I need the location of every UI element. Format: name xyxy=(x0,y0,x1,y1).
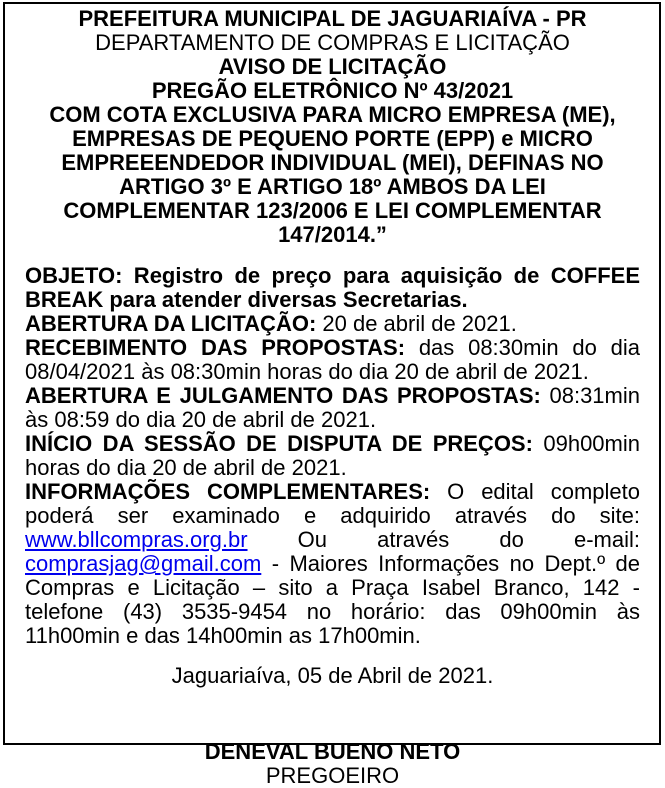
julgamento-text: 08:31min às 08:59 do dia 20 de abril de 2021. xyxy=(25,383,640,432)
informacoes-text-2: Ou através do e-mail: xyxy=(247,527,640,552)
document-header xyxy=(25,7,640,247)
exclusivity-clause: COM COTA EXCLUSIVA PARA MICRO EMPRESA (ME), EMPRESAS DE PEQUENO PORTE (EPP) e MICRO EMPREEENDEDOR INDIVIDUAL (MEI), DEFINAS NO ARTIGO 3º E ARTIGO 18º AMBOS DA LEI COMPLEMENTAR 123/2006 E LEI COMPLEMENTAR 147/2014.” xyxy=(49,102,616,247)
informacoes-label: INFORMAÇÕES COMPLEMENTARES: xyxy=(25,479,431,504)
email-link[interactable]: comprasjag@gmail.com xyxy=(25,551,262,576)
recebimento-paragraph xyxy=(25,336,640,384)
signature-role: PREGOEIRO xyxy=(265,763,400,788)
org-title: PREFEITURA MUNICIPAL DE JAGUARIAÍVA - PR xyxy=(78,6,587,31)
signature-name: DENEVAL BUENO NETO xyxy=(204,739,461,764)
recebimento-text: das 08:30min do dia 08/04/2021 às 08:30min horas do dia 20 de abril de 2021. xyxy=(25,335,640,384)
abertura-paragraph xyxy=(25,312,640,336)
informacoes-text-3: - Maiores Informações no Dept.º de Compras e Licitação – sito a Praça Isabel Branco, 142 - telefone (43) 3535-9454 no horário: das 09h00min às 11h00min e das 14h00min as 17h00min. xyxy=(25,551,640,648)
informacoes-text-1: O edital completo poderá ser examinado e adquirido através do site: xyxy=(25,479,640,528)
document-body xyxy=(25,264,640,648)
spacer xyxy=(25,247,640,264)
objeto-paragraph xyxy=(25,264,640,312)
objeto-label: OBJETO: xyxy=(25,263,123,288)
abertura-label: ABERTURA DA LICITAÇÃO: xyxy=(25,311,317,336)
document-page xyxy=(3,2,661,788)
site-link[interactable]: www.bllcompras.org.br xyxy=(25,527,248,552)
inicio-disputa-label: INÍCIO DA SESSÃO DE DISPUTA DE PREÇOS: xyxy=(25,431,533,456)
notice-title: AVISO DE LICITAÇÃO xyxy=(218,54,447,79)
abertura-text: 20 de abril de 2021. xyxy=(316,311,517,336)
document-content xyxy=(5,4,659,788)
inicio-disputa-text: 09h00min horas do dia 20 de abril de 2021. xyxy=(25,431,640,480)
date-line: Jaguariaíva, 05 de Abril de 2021. xyxy=(171,663,494,688)
spacer xyxy=(25,648,640,664)
signature-block xyxy=(25,740,640,788)
auction-number: PREGÃO ELETRÔNICO Nº 43/2021 xyxy=(151,78,514,103)
spacer xyxy=(25,688,640,740)
inicio-disputa-paragraph xyxy=(25,432,640,480)
julgamento-paragraph xyxy=(25,384,640,432)
department-subtitle: DEPARTAMENTO DE COMPRAS E LICITAÇÃO xyxy=(95,30,570,55)
objeto-text: Registro de preço para aquisição de COFFEE BREAK para atender diversas Secretarias. xyxy=(25,263,640,312)
julgamento-label: ABERTURA E JULGAMENTO DAS PROPOSTAS: xyxy=(25,383,541,408)
informacoes-paragraph xyxy=(25,480,640,648)
recebimento-label: RECEBIMENTO DAS PROPOSTAS: xyxy=(25,335,406,360)
